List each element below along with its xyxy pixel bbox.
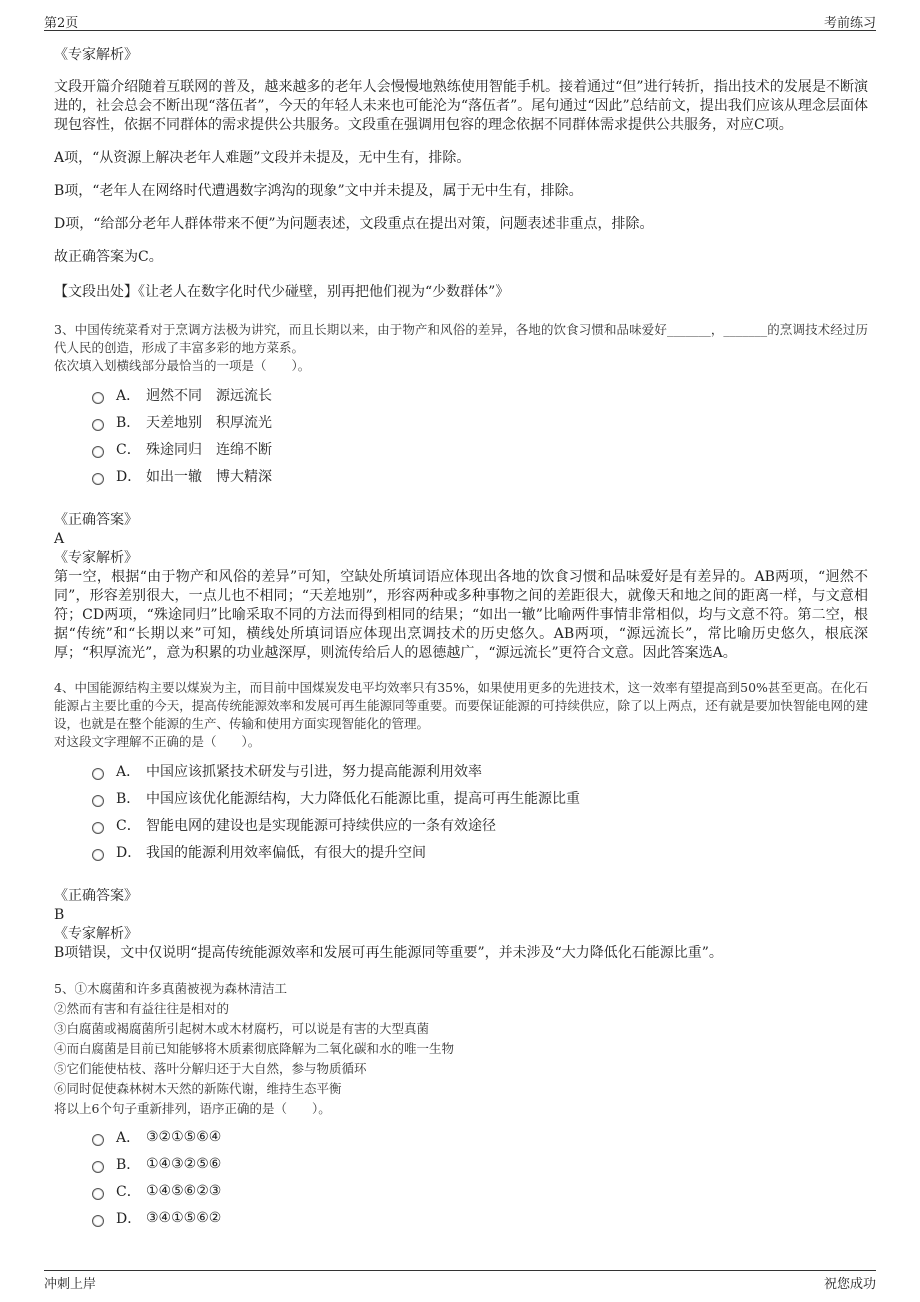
radio-icon[interactable] [92,1188,104,1200]
question-4-options [92,757,868,865]
radio-icon[interactable] [92,1134,104,1146]
question-5-line: ⑤它们能使枯枝、落叶分解归还于大自然，参与物质循环 [54,1061,367,1076]
question-5-options [92,1123,868,1231]
conclusion: 故正确答案为C。 [54,249,163,265]
question-3-options [92,381,868,489]
radio-icon[interactable] [92,392,104,404]
correct-answer-label: 《正确答案》 [54,888,138,904]
question-5-prompt: 将以上6个句子重新排列，语序正确的是（ ）。 [54,1101,331,1116]
question-5-line: ③白腐菌或褐腐菌所引起树木或木材腐朽，可以说是有害的大型真菌 [54,1021,430,1036]
question-3-analysis: 第一空，根据“由于物产和风俗的差异”可知，空缺处所填词语应体现出各地的饮食习惯和品味爱好是有差异的。AB两项，“迥然不同”，形容差别很大，一点儿也不相同；“天差地别”，形容两种或多种事物之间的差距很大，就像天和地之间的距离一样，与文意相符；CD两项，“殊途同归”比喻采取不同的方法而得到相同的结果；“如出一辙”比喻两件事情非常相似，均与文意不符。第二空，根据“传统”和“长期以来”可知，横线处所填词语应体现出烹调技术的历史悠久。AB两项，“源远流长”，常比喻历史悠久，根底深厚；“积厚流光”，意为积累的功业越深厚，则流传给后人的恩德越广，“源远流长”更符合文意。因此答案选A。 [54,569,868,661]
question-4-option-b[interactable]: B． 中国应该优化能源结构，大力降低化石能源比重，提高可再生能源比重 [92,784,868,811]
question-5-line: ④而白腐菌是目前已知能够将木质素彻底降解为二氧化碳和水的唯一生物 [54,1041,455,1056]
footer-left-text: 冲刺上岸 [44,1277,97,1292]
question-5-option-d[interactable]: D． ③④①⑤⑥② [92,1204,868,1231]
radio-icon[interactable] [92,795,104,807]
question-4-option-c[interactable]: C． 智能电网的建设也是实现能源可持续供应的一条有效途径 [92,811,868,838]
page-footer [44,1270,876,1295]
correct-answer-label: 《正确答案》 [54,512,138,528]
expert-analysis-label: 《专家解析》 [54,926,138,942]
question-5-option-b[interactable]: B． ①④③②⑤⑥ [92,1150,868,1177]
passage-source: 【文段出处】《让老人在数字化时代少碰壁，别再把他们视为“少数群体”》 [54,284,510,300]
expert-analysis-label: 《专家解析》 [54,47,138,63]
page-header [44,10,876,31]
question-3-option-a[interactable]: A． 迥然不同 源远流长 [92,381,868,408]
question-5-line: 5、①木腐菌和许多真菌被视为森林清洁工 [54,981,287,996]
radio-icon[interactable] [92,822,104,834]
question-3-stem: 3、中国传统菜肴对于烹调方法极为讲究，而且长期以来，由于物产和风俗的差异，各地的饮食习惯和品味爱好_______，_______的烹调技术经过历代人民的创造，形成了丰富多彩的地方菜系。 [54,322,868,355]
question-4-prompt: 对这段文字理解不正确的是（ ）。 [54,734,261,749]
expert-analysis-label: 《专家解析》 [54,550,138,566]
question-4-stem: 4、中国能源结构主要以煤炭为主，而目前中国煤炭发电平均效率只有35%，如果使用更多的先进技术，这一效率有望提高到50%甚至更高。在化石能源占主要比重的今天，提高传统能源效率和发展可再生能源同等重要。而要保证能源的可持续供应，除了以上两点，还有就是要加快智能电网的建设，也就是在整个能源的生产、传输和使用方面实现智能化的管理。 [54,680,868,731]
option-a-note: A项，“从资源上解决老年人难题”文段并未提及，无中生有，排除。 [54,150,471,166]
page-content [54,44,868,1253]
analysis-text: 文段开篇介绍随着互联网的普及，越来越多的老年人会慢慢地熟练使用智能手机。接着通过“但”进行转折，指出技术的发展是不断演进的，社会总会不断出现“落伍者”，今天的年轻人未来也可能沦为“落伍者”。尾句通过“因此”总结前文，提出我们应该从理念层面体现包容性，依据不同群体的需求提供公共服务。文段重在强调用包容的理念依据不同群体需求提供公共服务，对应C项。 [54,79,868,133]
question-4-option-d[interactable]: D． 我国的能源利用效率偏低，有很大的提升空间 [92,838,868,865]
footer-right-text: 祝您成功 [823,1277,876,1292]
option-b-note: B项，“老年人在网络时代遭遇数字鸿沟的现象”文中并未提及，属于无中生有，排除。 [54,183,583,199]
question-3-prompt: 依次填入划横线部分最恰当的一项是（ ）。 [54,358,311,373]
question-3-option-b[interactable]: B． 天差地别 积厚流光 [92,408,868,435]
header-title: 考前练习 [823,16,876,31]
radio-icon[interactable] [92,419,104,431]
radio-icon[interactable] [92,1215,104,1227]
question-5-option-c[interactable]: C． ①④⑤⑥②③ [92,1177,868,1204]
option-d-note: D项，“给部分老年人群体带来不便”为问题表述，文段重点在提出对策，问题表述非重点，排除。 [54,216,654,232]
radio-icon[interactable] [92,446,104,458]
question-5-line: ②然而有害和有益往往是相对的 [54,1001,230,1016]
radio-icon[interactable] [92,473,104,485]
question-5-option-a[interactable]: A． ③②①⑤⑥④ [92,1123,868,1150]
radio-icon[interactable] [92,1161,104,1173]
question-5-line: ⑥同时促使森林树木天然的新陈代谢，维持生态平衡 [54,1081,342,1096]
radio-icon[interactable] [92,849,104,861]
correct-answer: A [54,531,65,547]
question-4-analysis: B项错误，文中仅说明“提高传统能源效率和发展可再生能源同等重要”，并未涉及“大力降低化石能源比重”。 [54,945,723,961]
correct-answer: B [54,907,65,923]
question-3-option-d[interactable]: D． 如出一辙 博大精深 [92,462,868,489]
question-4-option-a[interactable]: A． 中国应该抓紧技术研发与引进，努力提高能源利用效率 [92,757,868,784]
radio-icon[interactable] [92,768,104,780]
page-number: 第2页 [44,16,79,31]
question-3-option-c[interactable]: C． 殊途同归 连绵不断 [92,435,868,462]
